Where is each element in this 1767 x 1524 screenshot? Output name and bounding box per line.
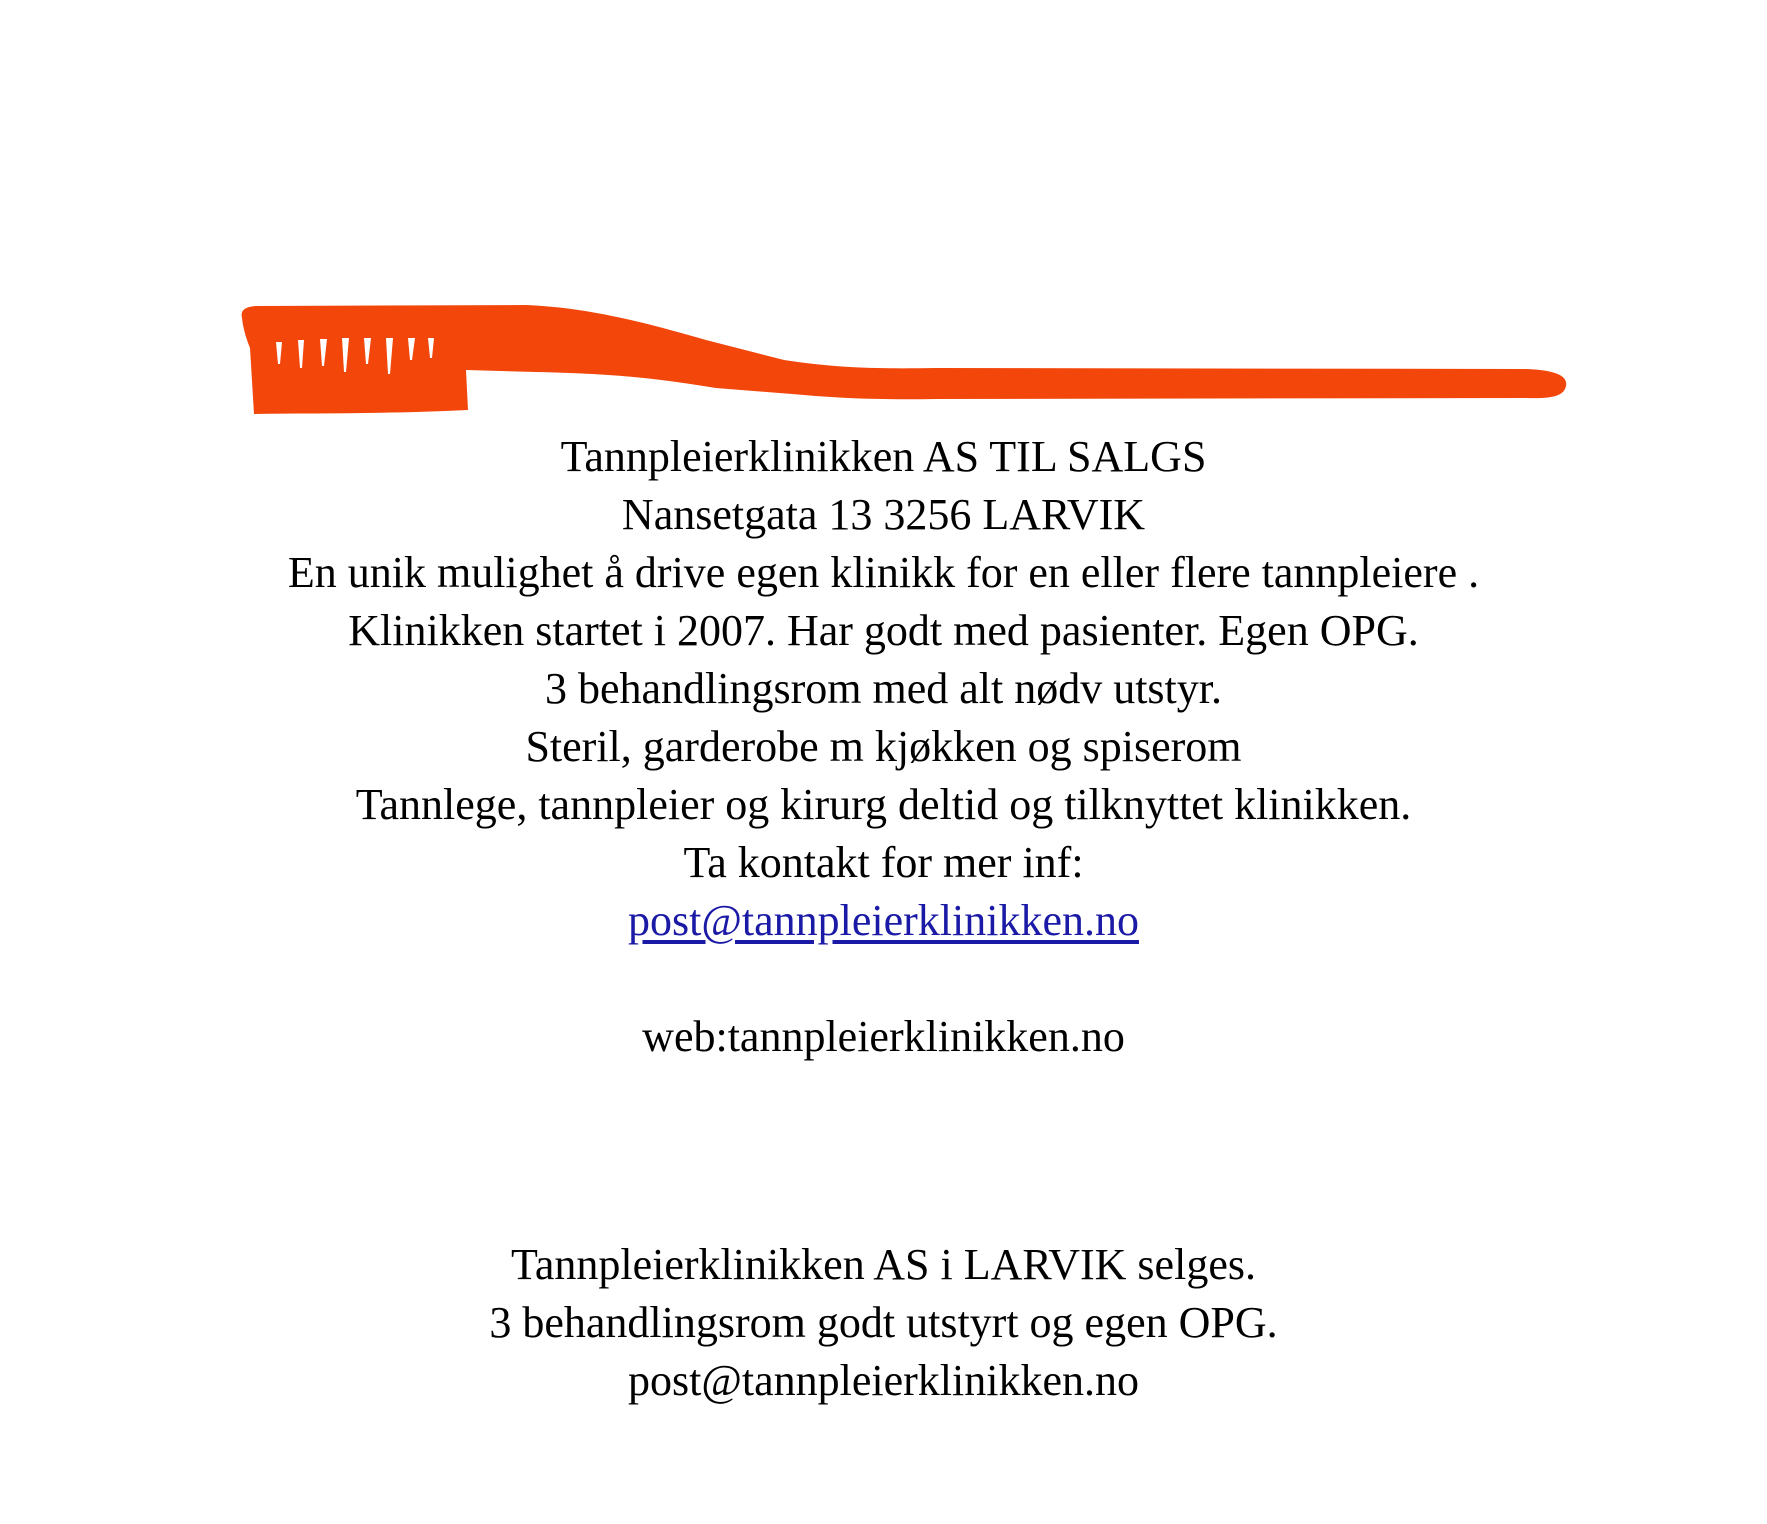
ad-line: Klinikken startet i 2007. Har godt med pasienter. Egen OPG. [348, 606, 1419, 655]
ad-contact-prompt: Ta kontakt for mer inf: [683, 838, 1084, 887]
spacer [0, 950, 1767, 1008]
toothbrush-body [242, 305, 1567, 414]
summary-text [0, 1236, 1767, 1410]
ad-web: web:tannpleierklinikken.no [642, 1012, 1125, 1061]
ad-line: En unik mulighet å drive egen klinikk for en eller flere tannpleiere . [287, 548, 1480, 597]
ad-line: 3 behandlingsrom med alt nødv utstyr. [544, 664, 1223, 713]
ad-text [0, 428, 1767, 1066]
ad-line: Steril, garderobe m kjøkken og spiserom [525, 722, 1242, 771]
ad-title: Tannpleierklinikken AS TIL SALGS [560, 432, 1207, 481]
summary-line: 3 behandlingsrom godt utstyrt og egen OPG. [489, 1298, 1278, 1347]
toothbrush-icon [236, 298, 1568, 418]
summary-line: Tannpleierklinikken AS i LARVIK selges. [511, 1240, 1256, 1289]
email-link[interactable]: post@tannpleierklinikken.no [628, 896, 1139, 945]
summary-email: post@tannpleierklinikken.no [628, 1356, 1139, 1405]
ad-line: Tannlege, tannpleier og kirurg deltid og tilknyttet klinikken. [355, 780, 1412, 829]
ad-address: Nansetgata 13 3256 LARVIK [621, 490, 1146, 539]
